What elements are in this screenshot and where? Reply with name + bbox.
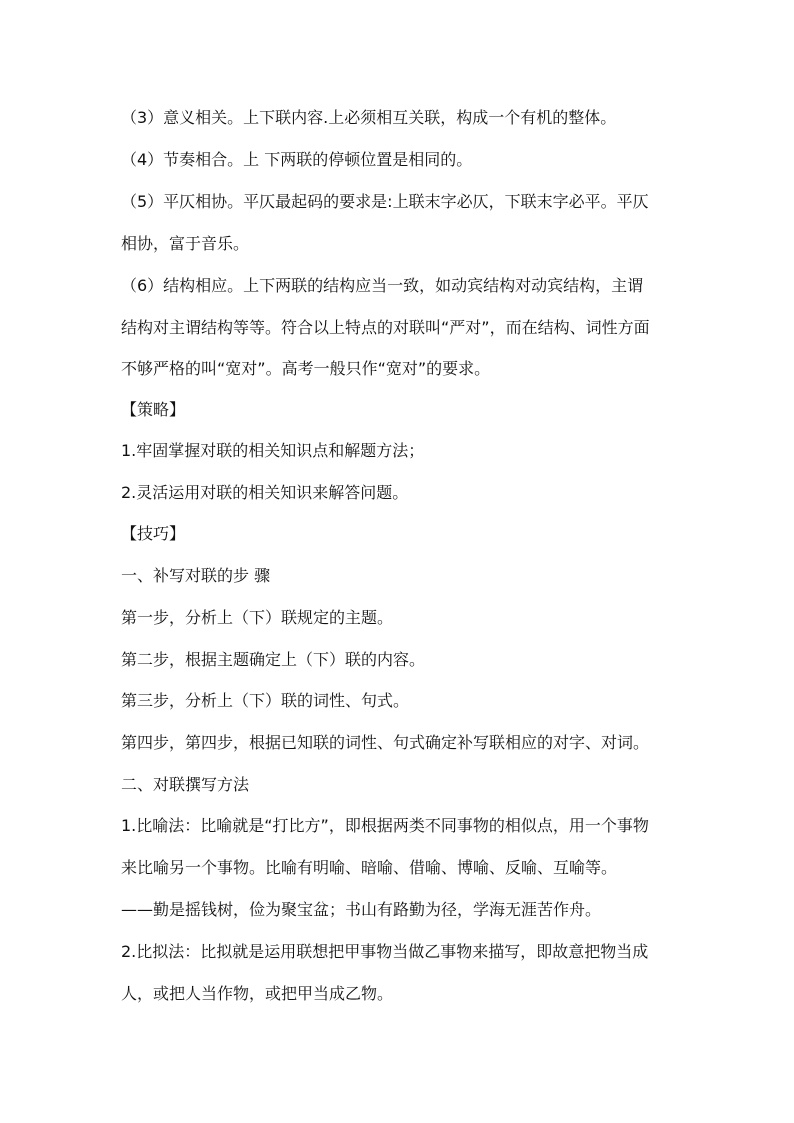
section-heading: 【策略】: [121, 400, 186, 419]
text-line: 不够严格的叫“宽对”。高考一般只作“宽对”的要求。: [121, 359, 491, 378]
text-line: 1.比喻法：比喻就是“打比方”，即根据两类不同事物的相似点，用一个事物: [121, 816, 649, 835]
text-line: 第四步，第四步，根据已知联的词性、句式确定补写联相应的对字、对词。: [121, 733, 650, 752]
text-line: 第二步，根据主题确定上（下）联的内容。: [121, 650, 426, 669]
text-line: 1.牢固掌握对联的相关知识点和解题方法；: [121, 441, 425, 460]
text-line: 一、补写对联的步 骤: [121, 566, 271, 585]
text-line: ——勤是摇钱树，俭为聚宝盆；书山有路勤为径，学海无涯苦作舟。: [121, 900, 602, 919]
text-line: （3）意义相关。上下联内容.上必须相互关联，构成一个有机的整体。: [121, 108, 617, 127]
text-line: 第一步，分析上（下）联规定的主题。: [121, 608, 394, 627]
text-line: （6）结构相应。上下两联的结构应当一致，如动宾结构对动宾结构，主谓: [121, 276, 644, 295]
text-line: 2.比拟法：比拟就是运用联想把甲事物当做乙事物来描写，即故意把物当成: [121, 942, 649, 961]
section-heading: 【技巧】: [121, 524, 186, 543]
text-line: 相协，富于音乐。: [121, 234, 250, 253]
text-line: （5）平仄相协。平仄最起码的要求是:上联末字必仄，下联末字必平。平仄: [121, 192, 649, 211]
text-line: 结构对主谓结构等等。符合以上特点的对联叫“严对”，而在结构、词性方面: [121, 318, 650, 337]
text-line: 二、对联撰写方法: [121, 775, 250, 794]
text-line: 人，或把人当作物，或把甲当成乙物。: [121, 984, 394, 1003]
text-line: 第三步，分析上（下）联的词性、句式。: [121, 691, 410, 710]
text-line: 2.灵活运用对联的相关知识来解答问题。: [121, 483, 409, 502]
text-line: （4）节奏相合。上 下两联的停顿位置是相同的。: [121, 150, 473, 169]
text-line: 来比喻另一个事物。比喻有明喻、暗喻、借喻、博喻、反喻、互喻等。: [121, 858, 618, 877]
